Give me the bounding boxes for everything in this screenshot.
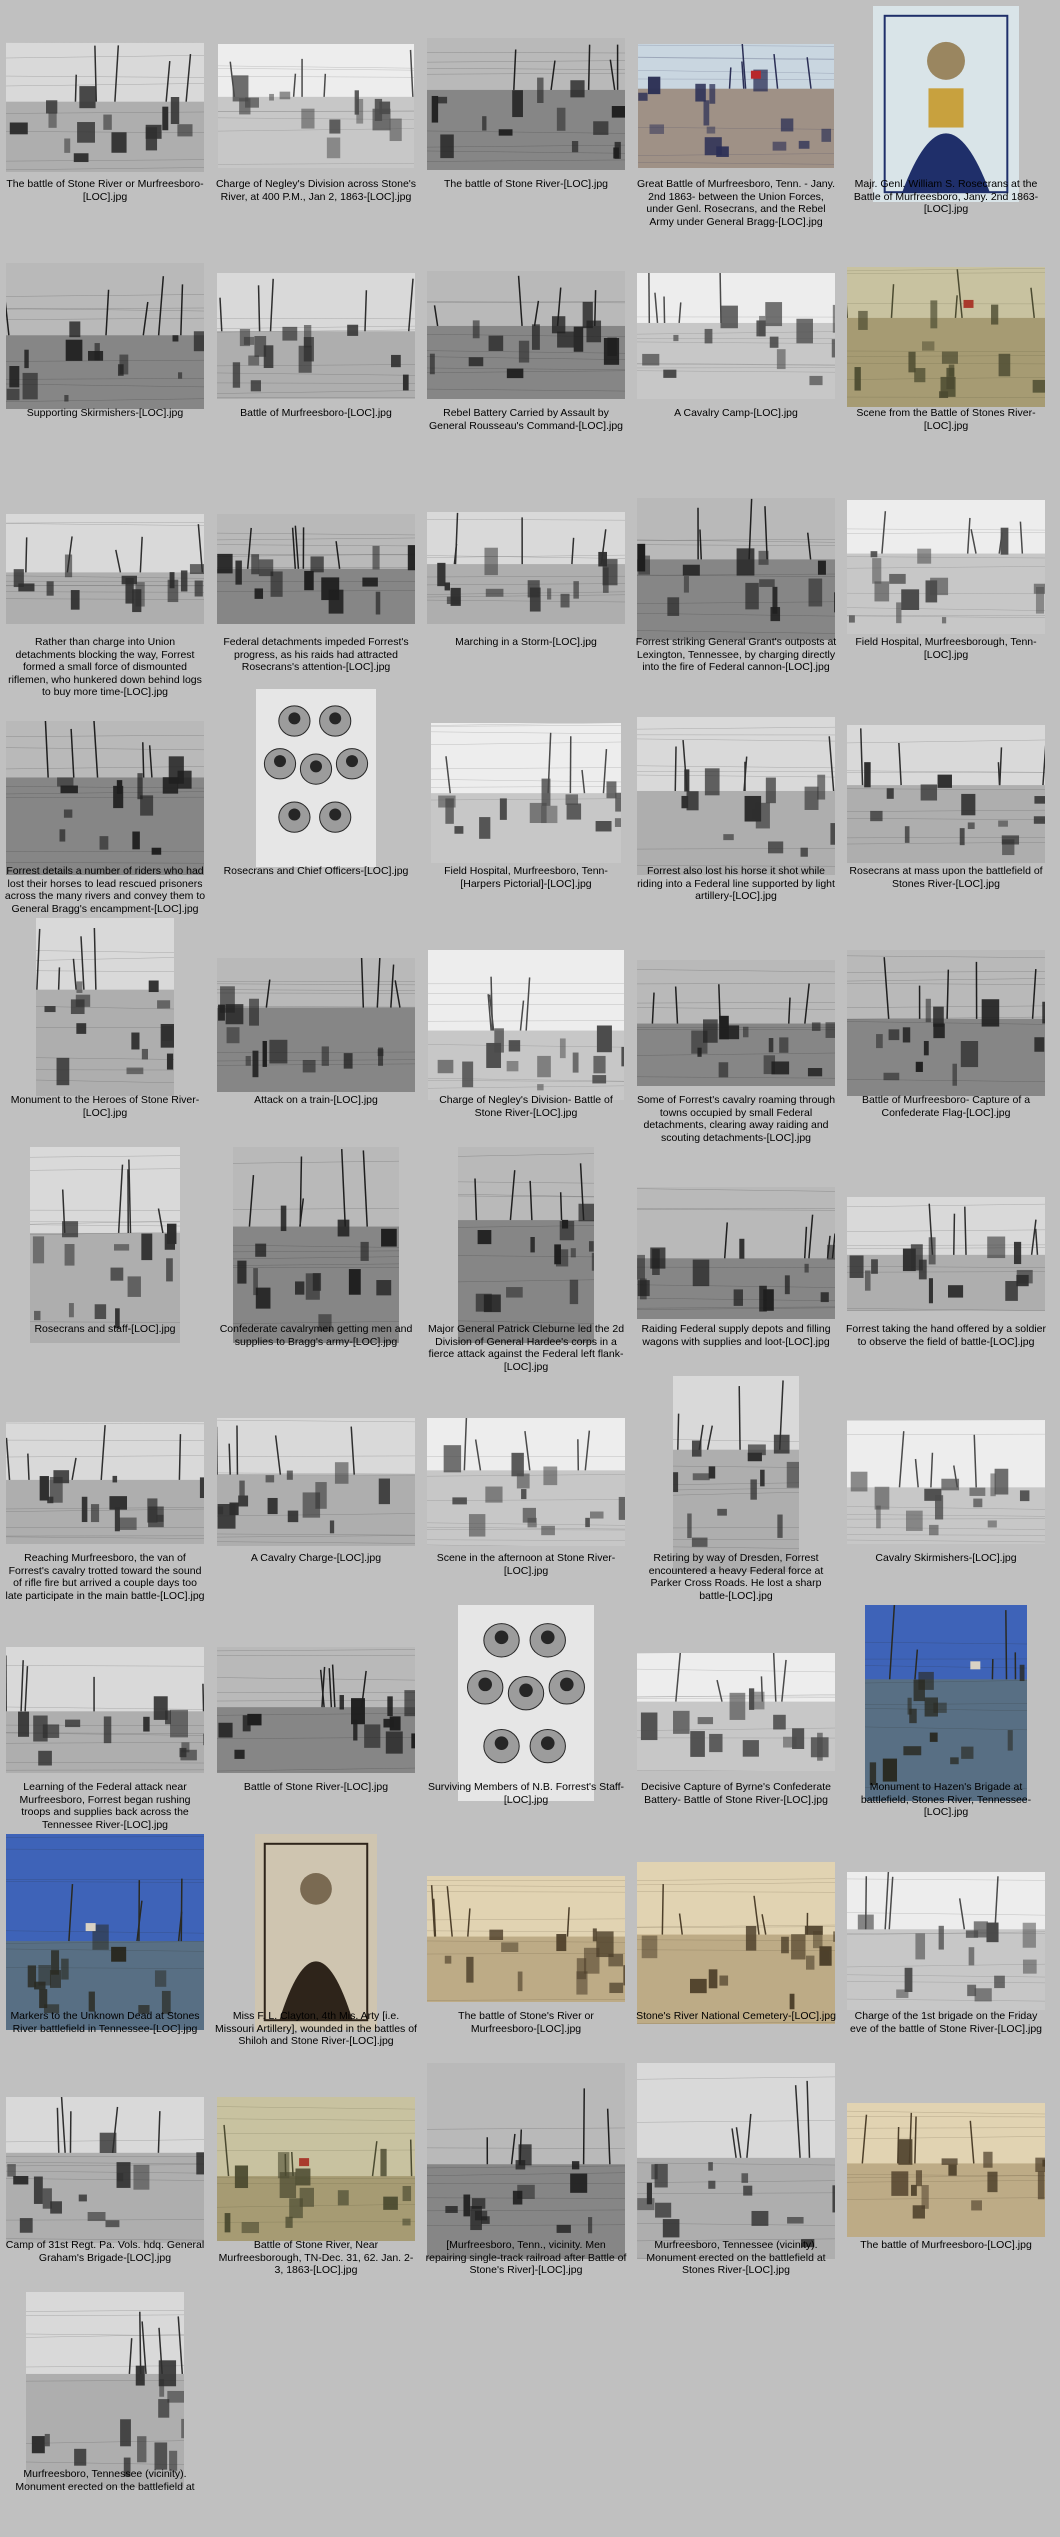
thumbnail-item[interactable] <box>0 2061 210 2290</box>
thumbnail-caption: Rosecrans and staff-[LOC].jpg <box>34 1323 176 1335</box>
thumbnail-caption: Charge of Negley's Division- Battle of Stone River-[LOC].jpg <box>439 1094 613 1119</box>
thumbnail-item[interactable] <box>211 0 421 229</box>
image-icon[interactable] <box>637 2063 835 2259</box>
thumbnail-item[interactable] <box>841 1374 1051 1603</box>
thumbnail-caption: Rebel Battery Carried by Assault by General Rousseau's Command-[LOC].jpg <box>428 407 623 432</box>
thumbnail-item[interactable] <box>631 1374 841 1603</box>
thumbnail-item[interactable] <box>211 1603 421 1832</box>
thumbnail-caption: Decisive Capture of Byrne's Confederate Battery- Battle of Stone River-[LOC].jpg <box>641 1781 831 1806</box>
image-icon[interactable] <box>256 689 376 867</box>
thumbnail-item[interactable] <box>841 229 1051 458</box>
thumbnail-item[interactable] <box>421 916 631 1145</box>
thumbnail-item[interactable] <box>0 2290 210 2519</box>
image-icon[interactable] <box>637 717 835 875</box>
image-icon[interactable] <box>865 1605 1027 1801</box>
thumbnail-item[interactable] <box>0 687 210 916</box>
thumbnail-item[interactable] <box>841 1603 1051 1832</box>
thumbnail-item[interactable] <box>211 916 421 1145</box>
thumbnail-caption: Majr. Genl. William S. Rosecrans at the Battle of Murfreesboro, Jany. 2nd 1863-[LOC].jpg <box>853 178 1039 215</box>
image-icon[interactable] <box>847 1197 1045 1311</box>
image-icon[interactable] <box>6 1647 204 1773</box>
thumbnail-item[interactable] <box>841 458 1051 687</box>
thumbnail-caption: Battle of Stone River, Near Murfreesborough, TN-Dec. 31, 62. Jan. 2-3, 1863-[LOC].jpg <box>218 2239 414 2276</box>
thumbnail-item[interactable] <box>841 1145 1051 1374</box>
thumbnail-caption: Battle of Murfreesboro- Capture of a Confederate Flag-[LOC].jpg <box>861 1094 1031 1119</box>
thumbnail-item[interactable] <box>421 2061 631 2290</box>
image-icon[interactable] <box>458 1147 594 1343</box>
thumbnail-caption: Monument to Hazen's Brigade at battlefield, Stones River, Tennessee-[LOC].jpg <box>860 1781 1032 1818</box>
thumbnail-item[interactable] <box>0 0 210 229</box>
image-icon[interactable] <box>217 2097 415 2241</box>
image-icon[interactable] <box>638 44 834 168</box>
thumbnail-caption: Raiding Federal supply depots and filling wagons with supplies and loot-[LOC].jpg <box>641 1323 831 1348</box>
thumbnail-item[interactable] <box>631 916 841 1145</box>
image-icon[interactable] <box>30 1147 180 1343</box>
image-icon[interactable] <box>847 267 1045 407</box>
thumbnail-item[interactable] <box>0 1374 210 1603</box>
image-icon[interactable] <box>637 960 835 1086</box>
thumbnail-caption: Learning of the Federal attack near Murfreesboro, Forrest began rushing troops and supplies back across the Tennessee River-[LOC].jpg <box>19 1781 191 1831</box>
thumbnail-caption: Monument to the Heroes of Stone River-[LOC].jpg <box>10 1094 200 1119</box>
thumbnail-caption: Major General Patrick Cleburne led the 2d Division of General Hardee's corps in a fierce attack against the Federal left flank-[LOC].jpg <box>427 1323 625 1373</box>
thumbnail-item[interactable] <box>421 0 631 229</box>
image-icon[interactable] <box>427 38 625 170</box>
thumbnail-caption: Surviving Members of N.B. Forrest's Staff-[LOC].jpg <box>427 1781 625 1806</box>
thumbnail-caption: Forrest also lost his horse it shot while riding into a Federal line supported by light artillery-[LOC].jpg <box>637 865 835 902</box>
thumbnail-caption: Rather than charge into Union detachments blocking the way, Forrest formed a small force of dismounted riflemen, who hunkered down behind logs to buy more time-[LOC].jpg <box>8 636 202 698</box>
thumbnail-item[interactable] <box>211 2061 421 2290</box>
thumbnail-caption: Battle of Stone River-[LOC].jpg <box>243 1781 389 1793</box>
thumbnail-caption: Field Hospital, Murfreesboro, Tenn- [Harpers Pictorial]-[LOC].jpg <box>444 865 608 890</box>
image-icon[interactable] <box>427 512 625 624</box>
thumbnail-caption: Marching in a Storm-[LOC].jpg <box>455 636 597 648</box>
thumbnail-item[interactable] <box>211 458 421 687</box>
image-icon[interactable] <box>427 271 625 399</box>
thumbnail-item[interactable] <box>421 229 631 458</box>
thumbnail-item[interactable] <box>841 2061 1051 2290</box>
image-icon[interactable] <box>637 1653 835 1771</box>
thumbnail-item[interactable] <box>841 916 1051 1145</box>
thumbnail-item[interactable] <box>421 1832 631 2061</box>
thumbnail-caption: Field Hospital, Murfreesborough, Tenn-[LOC].jpg <box>855 636 1037 661</box>
thumbnail-caption: Markers to the Unknown Dead at Stones River battlefield in Tennessee-[LOC].jpg <box>10 2010 200 2035</box>
thumbnail-item[interactable] <box>0 1603 210 1832</box>
thumbnail-caption: Retiring by way of Dresden, Forrest encountered a heavy Federal force at Parker Cross Roads. He lost a sharp battle-[LOC].jpg <box>648 1552 824 1602</box>
image-icon[interactable] <box>36 918 174 1096</box>
image-icon[interactable] <box>217 958 415 1092</box>
thumbnail-caption: Confederate cavalrymen getting men and supplies to Bragg's army-[LOC].jpg <box>219 1323 413 1348</box>
thumbnail-item[interactable] <box>631 687 841 916</box>
thumbnail-caption: Reaching Murfreesboro, the van of Forrest's cavalry trotted toward the sound of rifle fire but arrived a couple days too late participate in the main battle-[LOC].jpg <box>5 1552 205 1602</box>
thumbnail-item[interactable] <box>841 1832 1051 2061</box>
image-icon[interactable] <box>673 1376 799 1572</box>
thumbnail-caption: Murfreesboro, Tennessee (vicinity). Monument erected on the battlefield at <box>15 2468 195 2493</box>
thumbnail-item[interactable] <box>631 458 841 687</box>
image-icon[interactable] <box>458 1605 594 1801</box>
thumbnail-item[interactable] <box>631 0 841 229</box>
thumbnail-caption: A Cavalry Camp-[LOC].jpg <box>674 407 798 419</box>
thumbnail-caption: Rosecrans and Chief Officers-[LOC].jpg <box>223 865 409 877</box>
thumbnail-item[interactable] <box>211 687 421 916</box>
image-icon[interactable] <box>6 721 204 875</box>
thumbnail-item[interactable] <box>0 1832 210 2061</box>
image-icon[interactable] <box>6 1422 204 1544</box>
thumbnail-caption: Charge of Negley's Division across Stone's River, at 400 P.M., Jan 2, 1863-[LOC].jpg <box>215 178 417 203</box>
image-icon[interactable] <box>427 1876 625 2002</box>
thumbnail-item[interactable] <box>0 1145 210 1374</box>
image-icon[interactable] <box>233 1147 399 1343</box>
image-icon[interactable] <box>218 44 414 168</box>
thumbnail-caption: Stone's River National Cemetery-[LOC].jpg <box>636 2010 836 2022</box>
thumbnail-item[interactable] <box>211 1145 421 1374</box>
thumbnail-item[interactable] <box>631 1603 841 1832</box>
thumbnail-item[interactable] <box>211 229 421 458</box>
image-icon[interactable] <box>6 1834 204 2030</box>
thumbnail-item[interactable] <box>841 0 1051 229</box>
image-icon[interactable] <box>427 1418 625 1546</box>
image-icon[interactable] <box>847 500 1045 634</box>
image-icon[interactable] <box>637 1862 835 2024</box>
thumbnail-caption: The battle of Stone River or Murfreesboro-[LOC].jpg <box>6 178 204 203</box>
thumbnail-item[interactable] <box>211 1832 421 2061</box>
thumbnail-item[interactable] <box>421 1374 631 1603</box>
image-icon[interactable] <box>847 725 1045 863</box>
thumbnail-item[interactable] <box>631 1832 841 2061</box>
image-icon[interactable] <box>847 2103 1045 2237</box>
thumbnail-item[interactable] <box>0 916 210 1145</box>
thumbnail-item[interactable] <box>0 229 210 458</box>
image-icon[interactable] <box>6 263 204 409</box>
thumbnail-item[interactable] <box>421 458 631 687</box>
image-icon[interactable] <box>255 1834 377 2030</box>
thumbnail-item[interactable] <box>631 2061 841 2290</box>
thumbnail-item[interactable] <box>841 687 1051 916</box>
image-icon[interactable] <box>217 1647 415 1773</box>
image-icon[interactable] <box>6 2097 204 2243</box>
thumbnail-caption: Rosecrans at mass upon the battlefield of Stones River-[LOC].jpg <box>849 865 1043 890</box>
thumbnail-caption: Scene from the Battle of Stones River-[LOC].jpg <box>856 407 1036 432</box>
image-icon[interactable] <box>847 950 1045 1096</box>
thumbnail-caption: The battle of Murfreesboro-[LOC].jpg <box>860 2239 1032 2251</box>
image-icon[interactable] <box>431 723 621 863</box>
thumbnail-item[interactable] <box>421 1603 631 1832</box>
image-icon[interactable] <box>637 1187 835 1319</box>
thumbnail-caption: The battle of Stone's River or Murfreesboro-[LOC].jpg <box>458 2010 594 2035</box>
image-icon[interactable] <box>428 950 624 1100</box>
thumbnail-caption: Camp of 31st Regt. Pa. Vols. hdq. General Graham's Brigade-[LOC].jpg <box>5 2239 205 2264</box>
thumbnail-caption: Some of Forrest's cavalry roaming through towns occupied by small Federal detachments, clearing away raiding and scouting detachments-[LOC].jpg <box>636 1094 836 1144</box>
thumbnail-caption: Great Battle of Murfreesboro, Tenn. - Jany. 2nd 1863- between the Union Forces, under Genl. Rosecrans, and the Rebel Army under General Bragg-[LOC].jpg <box>636 178 836 228</box>
thumbnail-caption: [Murfreesboro, Tenn., vicinity. Men repairing single-track railroad after Battle of Stone's River]-[LOC].jpg <box>425 2239 627 2276</box>
image-icon[interactable] <box>217 514 415 624</box>
thumbnail-caption: Federal detachments impeded Forrest's progress, as his raids had attracted Rosecrans's attention-[LOC].jpg <box>223 636 409 673</box>
thumbnail-caption: Scene in the afternoon at Stone River-[LOC].jpg <box>436 1552 616 1577</box>
image-icon[interactable] <box>217 273 415 399</box>
thumbnail-item[interactable] <box>421 687 631 916</box>
thumbnail-caption: A Cavalry Charge-[LOC].jpg <box>250 1552 382 1564</box>
image-icon[interactable] <box>637 273 835 399</box>
image-icon[interactable] <box>847 1872 1045 2010</box>
image-icon[interactable] <box>637 498 835 640</box>
image-icon[interactable] <box>847 1420 1045 1544</box>
thumbnail-item[interactable] <box>631 1145 841 1374</box>
thumbnail-caption: Attack on a train-[LOC].jpg <box>254 1094 378 1106</box>
thumbnail-caption: Forrest taking the hand offered by a soldier to observe the field of battle-[LOC].jpg <box>845 1323 1046 1348</box>
image-icon[interactable] <box>873 6 1019 202</box>
image-icon[interactable] <box>217 1418 415 1546</box>
thumbnail-caption: Forrest details a number of riders who had lost their horses to lead rescued prisoners across the many rivers and convey them to General Bragg's encampment-[LOC].jpg <box>4 865 206 915</box>
thumbnail-item[interactable] <box>631 229 841 458</box>
thumbnail-caption: Murfreesboro, Tennessee (vicinity). Monument erected on the battlefield at Stones River-[LOC].jpg <box>646 2239 826 2276</box>
thumbnail-caption: Cavalry Skirmishers-[LOC].jpg <box>875 1552 1017 1564</box>
image-icon[interactable] <box>427 2063 625 2259</box>
thumbnail-caption: Miss F. L. Clayton, 4th Mis. Arty [i.e. Missouri Artillery], wounded in the battles of Shiloh and Stone River-[LOC].jpg <box>215 2010 417 2047</box>
image-icon[interactable] <box>6 514 204 624</box>
thumbnail-caption: Supporting Skirmishers-[LOC].jpg <box>26 407 184 419</box>
thumbnail-item[interactable] <box>0 458 210 698</box>
thumbnail-caption: Battle of Murfreesboro-[LOC].jpg <box>240 407 392 419</box>
thumbnail-caption: The battle of Stone River-[LOC].jpg <box>444 178 608 190</box>
thumbnail-item[interactable] <box>211 1374 421 1603</box>
image-icon[interactable] <box>6 42 204 172</box>
thumbnail-item[interactable] <box>421 1145 631 1374</box>
thumbnail-caption: Forrest striking General Grant's outposts at Lexington, Tennessee, by charging directly into the fire of Federal cannon-[LOC].jpg <box>635 636 837 673</box>
image-icon[interactable] <box>26 2292 184 2488</box>
thumbnail-caption: Charge of the 1st brigade on the Friday eve of the battle of Stone River-[LOC].jpg <box>849 2010 1043 2035</box>
